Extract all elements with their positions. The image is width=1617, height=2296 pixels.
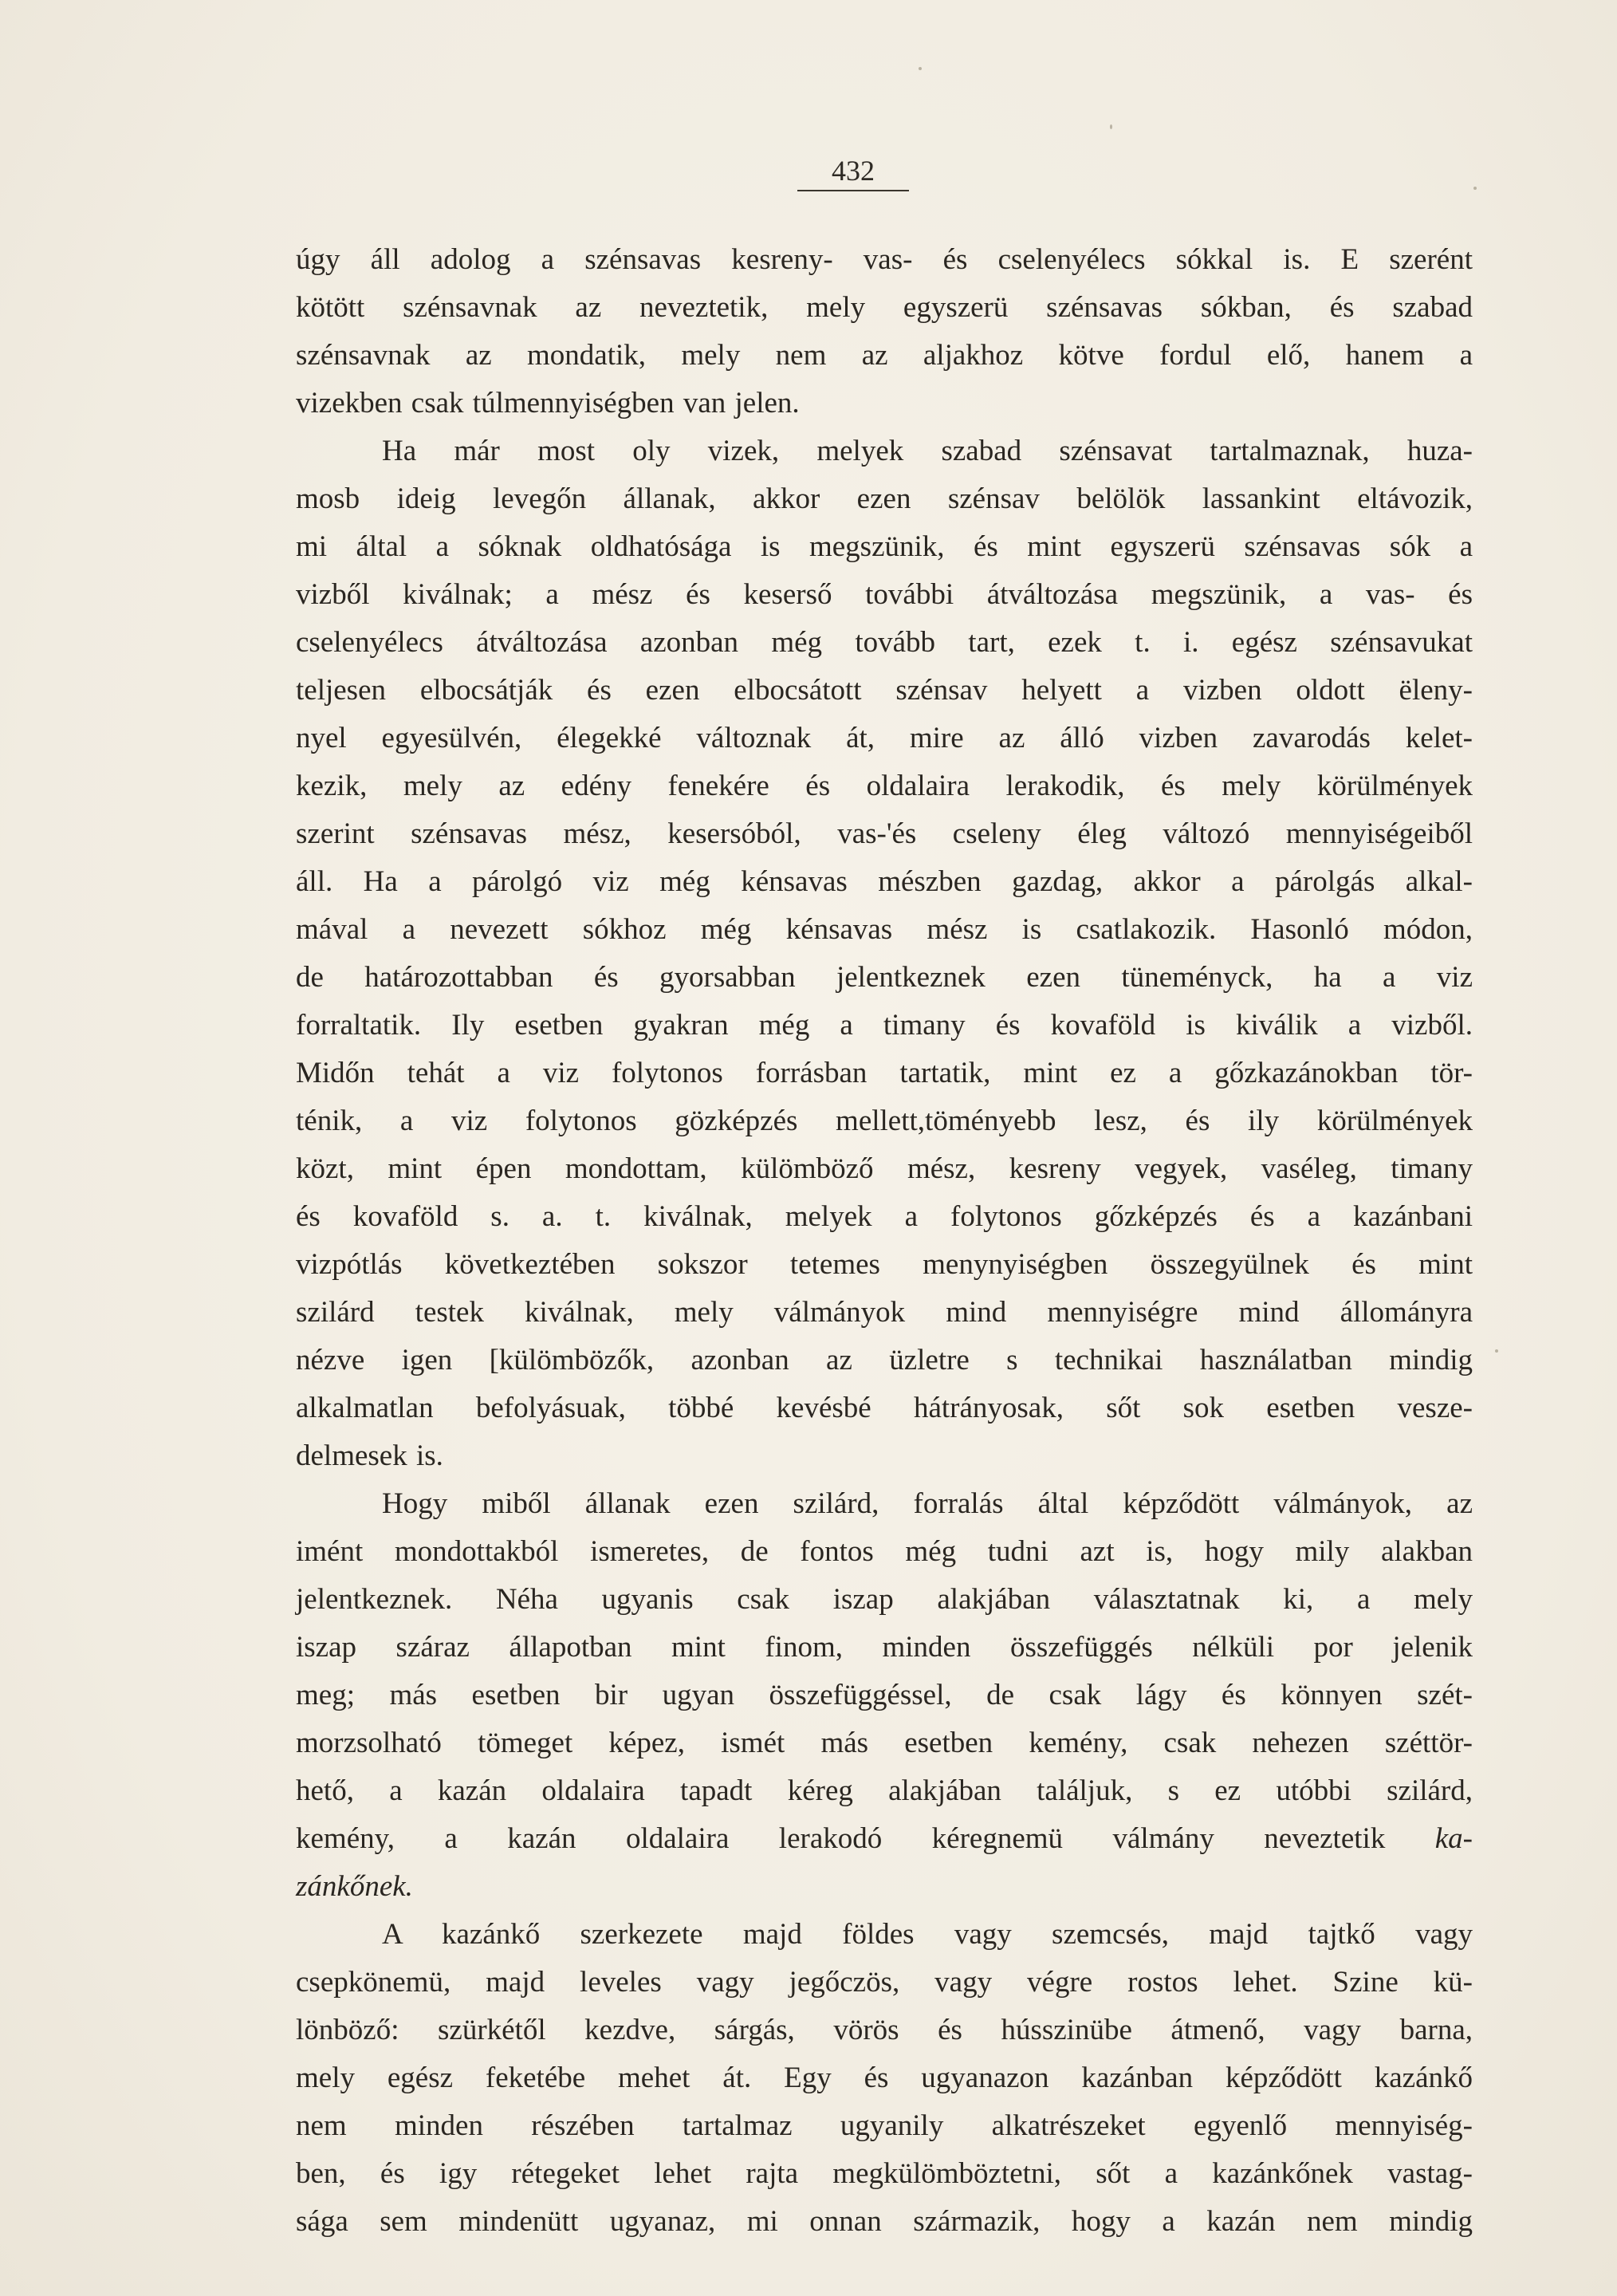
body-text: [296, 236, 1473, 2246]
text-line: mával a nevezett sókhoz még kénsavas mész is csatlakozik. Hasonló módon,: [296, 913, 1473, 946]
text-line: csepkönemü, majd leveles vagy jegőczös, vagy végre rostos lehet. Szine kü-: [296, 1966, 1473, 1999]
text-line: Hogy miből állanak ezen szilárd, forralás által képződött válmányok, az: [382, 1487, 1473, 1520]
text-line: lönböző: szürkétől kezdve, sárgás, vörös és hússzinübe átmenő, vagy barna,: [296, 2014, 1473, 2046]
text-line: mely egész feketébe mehet át. Egy és ugyanazon kazánban képződött kazánkő: [296, 2062, 1473, 2094]
text-line: jelentkeznek. Néha ugyanis csak iszap alakjában választatnak ki, a mely: [296, 1583, 1473, 1616]
text-line: hető, a kazán oldalaira tapadt kéreg alakjában találjuk, s ez utóbbi szilárd,: [296, 1774, 1473, 1807]
text-line: morzsolható tömeget képez, ismét más esetben kemény, csak nehezen széttör-: [296, 1727, 1473, 1759]
text-line: Midőn tehát a viz folytonos forrásban tartatik, mint ez a gőzkazánokban tör-: [296, 1057, 1473, 1089]
text-line: és kovaföld s. a. t. kiválnak, melyek a folytonos gőzképzés és a kazánbani: [296, 1200, 1473, 1233]
text-line: mosb ideig levegőn állanak, akkor ezen szénsav belölök lassankint eltávozik,: [296, 482, 1473, 515]
text-line: kemény, a kazán oldalaira lerakodó kéregnemü válmány neveztetik ka-: [296, 1822, 1473, 1855]
text-line: mi által a sóknak oldhatósága is megszünik, és mint egyszerü szénsavas sók a: [296, 530, 1473, 563]
text-line: nyel egyesülvén, élegekké változnak át, mire az álló vizben zavarodás kelet-: [296, 722, 1473, 754]
scan-speck: [1110, 124, 1112, 129]
text-line: nem minden részében tartalmaz ugyanily alkatrészeket egyenlő mennyiség-: [296, 2109, 1473, 2142]
text-line: nézve igen [külömbözők, azonban az üzletre s technikai használatban mindig: [296, 1344, 1473, 1376]
scan-speck: [1495, 1349, 1498, 1353]
text-line: de határozottabban és gyorsabban jelentkeznek ezen tüneményck, ha a viz: [296, 961, 1473, 994]
text-line: delmesek is.: [296, 1439, 443, 1472]
text-line: szilárd testek kiválnak, mely válmányok mind mennyiségre mind állományra: [296, 1296, 1473, 1329]
text-line: áll. Ha a párolgó viz még kénsavas mészben gazdag, akkor a párolgás alkal-: [296, 865, 1473, 898]
text-line: imént mondottakból ismeretes, de fontos még tudni azt is, hogy mily alakban: [296, 1535, 1473, 1568]
text-line: ben, és igy rétegeket lehet rajta megkülömböztetni, sőt a kazánkőnek vastag-: [296, 2157, 1473, 2190]
text-line: közt, mint épen mondottam, külömböző mész, kesreny vegyek, vaséleg, timany: [296, 1152, 1473, 1185]
text-line: vizből kiválnak; a mész és keserső további átváltozása megszünik, a vas- és: [296, 578, 1473, 611]
text-line: zánkőnek.: [296, 1870, 413, 1903]
page-number: 432: [797, 153, 909, 191]
text-line: ténik, a viz folytonos gözképzés mellett,töményebb lesz, és ily körülmények: [296, 1105, 1473, 1137]
text-line: A kazánkő szerkezete majd földes vagy szemcsés, majd tajtkő vagy: [382, 1918, 1473, 1951]
text-line: forraltatik. Ily esetben gyakran még a timany és kovaföld is kiválik a vizből.: [296, 1009, 1473, 1042]
text-line: Ha már most oly vizek, melyek szabad szénsavat tartalmaznak, huza-: [382, 435, 1473, 467]
text-line: cselenyélecs átváltozása azonban még tovább tart, ezek t. i. egész szénsavukat: [296, 626, 1473, 659]
text-line: iszap száraz állapotban mint finom, minden összefüggés nélküli por jelenik: [296, 1631, 1473, 1664]
scan-speck: [919, 67, 922, 70]
text-line: teljesen elbocsátják és ezen elbocsátott szénsav helyett a vizben oldott ëleny-: [296, 674, 1473, 707]
text-line: meg; más esetben bir ugyan összefüggéssel, de csak lágy és könnyen szét-: [296, 1679, 1473, 1711]
text-line: vizpótlás következtében sokszor tetemes menynyiségben összegyülnek és mint: [296, 1248, 1473, 1281]
text-line: szénsavnak az mondatik, mely nem az aljakhoz kötve fordul elő, hanem a: [296, 339, 1473, 372]
text-line: kezik, mely az edény fenekére és oldalaira lerakodik, és mely körülmények: [296, 770, 1473, 802]
text-line: vizekben csak túlmennyiségben van jelen.: [296, 387, 800, 419]
scan-speck: [1473, 187, 1477, 190]
text-line: kötött szénsavnak az neveztetik, mely egyszerü szénsavas sókban, és szabad: [296, 291, 1473, 324]
text-line: alkalmatlan befolyásuak, többé kevésbé hátrányosak, sőt sok esetben vesze-: [296, 1392, 1473, 1424]
text-line: úgy áll adolog a szénsavas kesreny- vas- és cselenyélecs sókkal is. E szerént: [296, 243, 1473, 276]
text-line: szerint szénsavas mész, kesersóból, vas-'és cseleny éleg változó mennyiségeiből: [296, 817, 1473, 850]
text-line: sága sem mindenütt ugyanaz, mi onnan származik, hogy a kazán nem mindig: [296, 2205, 1473, 2238]
